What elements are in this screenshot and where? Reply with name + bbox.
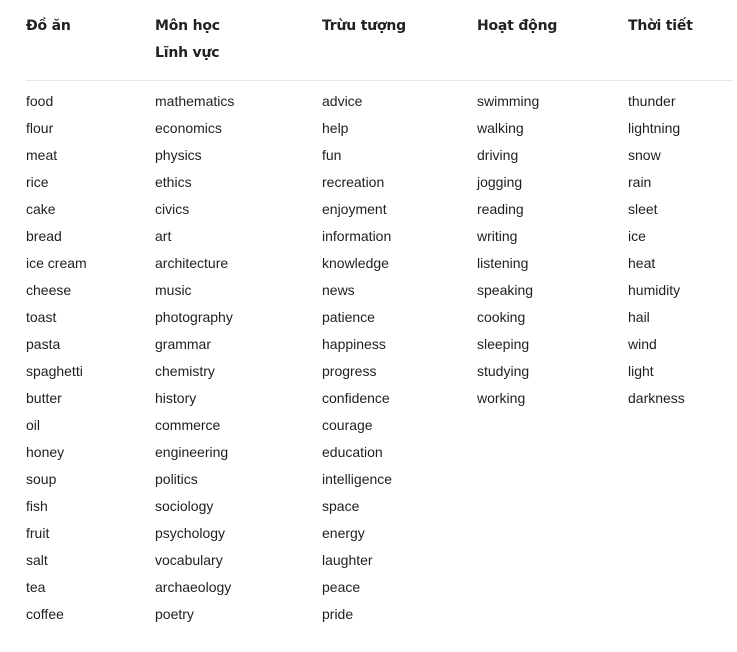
table-cell: economics [155,120,222,136]
table-cell: thunder [628,93,676,109]
table-header-row [26,12,733,81]
table-cell: driving [477,147,519,163]
table-cell: peace [322,579,361,595]
table-cell: food [26,93,54,109]
table-cell: chemistry [155,363,215,379]
table-cell: listening [477,255,529,271]
table-cell: toast [26,309,57,325]
table-cell: civics [155,201,190,217]
column-header-weather [628,12,733,80]
table-cell: help [322,120,349,136]
table-cell: wind [628,336,657,352]
column-header-label: Hoạt động [477,18,558,34]
table-cell: education [322,444,383,460]
column-abstract-list [322,88,477,628]
table-cell: tea [26,579,46,595]
table-cell: coffee [26,606,64,622]
table-cell: swimming [477,93,540,109]
table-cell: confidence [322,390,390,406]
table-cell: sleeping [477,336,530,352]
column-weather-list [628,88,733,628]
column-header-label: Trừu tượng [322,18,406,34]
table-cell: space [322,498,360,514]
table-cell: rain [628,174,652,190]
table-cell: laughter [322,552,373,568]
table-cell: jogging [477,174,523,190]
table-cell: hail [628,309,650,325]
table-cell: happiness [322,336,386,352]
table-cell: snow [628,147,661,163]
table-cell: photography [155,309,233,325]
table-cell: information [322,228,392,244]
table-cell: bread [26,228,62,244]
column-header-activities [477,12,628,80]
table-cell: reading [477,201,524,217]
column-subjects-list [155,88,322,628]
column-header-subjects [155,12,322,80]
table-cell: cooking [477,309,526,325]
table-cell: intelligence [322,471,393,487]
table-cell: commerce [155,417,221,433]
table-cell: heat [628,255,656,271]
table-cell: fish [26,498,48,514]
table-cell: light [628,363,654,379]
table-cell: honey [26,444,65,460]
table-cell: oil [26,417,41,433]
column-food-list [26,88,155,628]
noun-category-table [26,12,733,628]
table-cell: spaghetti [26,363,83,379]
column-header-label: Thời tiết [628,18,693,34]
table-cell: meat [26,147,58,163]
table-cell: cake [26,201,56,217]
column-activities-list [477,88,628,628]
table-cell: poetry [155,606,194,622]
table-cell: cheese [26,282,72,298]
table-cell: politics [155,471,198,487]
column-header-food [26,12,155,80]
table-cell: mathematics [155,93,235,109]
table-cell: ethics [155,174,192,190]
table-cell: architecture [155,255,229,271]
table-cell: grammar [155,336,212,352]
table-cell: rice [26,174,49,190]
table-cell: patience [322,309,375,325]
table-cell: advice [322,93,363,109]
table-cell: recreation [322,174,385,190]
table-cell: art [155,228,172,244]
column-header-label: Môn học [155,18,220,34]
table-cell: archaeology [155,579,232,595]
table-cell: fun [322,147,342,163]
table-cell: salt [26,552,48,568]
table-cell: pasta [26,336,61,352]
table-cell: courage [322,417,373,433]
table-cell: soup [26,471,57,487]
table-cell: writing [477,228,518,244]
table-cell: ice cream [26,255,87,271]
table-cell: pride [322,606,354,622]
table-cell: music [155,282,192,298]
table-cell: news [322,282,355,298]
table-cell: butter [26,390,62,406]
table-cell: walking [477,120,524,136]
table-cell: vocabulary [155,552,223,568]
table-cell: working [477,390,526,406]
table-cell: ice [628,228,646,244]
column-header-label: Đồ ăn [26,18,71,34]
table-cell: speaking [477,282,534,298]
table-cell: humidity [628,282,681,298]
table-body [26,81,733,628]
column-header-label: Lĩnh vực [155,45,220,61]
table-cell: energy [322,525,365,541]
table-cell: history [155,390,197,406]
table-cell: lightning [628,120,681,136]
column-header-abstract [322,12,477,80]
table-cell: enjoyment [322,201,387,217]
table-cell: physics [155,147,202,163]
table-cell: knowledge [322,255,389,271]
table-cell: progress [322,363,377,379]
table-cell: darkness [628,390,685,406]
table-cell: studying [477,363,530,379]
table-cell: fruit [26,525,50,541]
table-cell: sociology [155,498,214,514]
table-cell: engineering [155,444,229,460]
table-cell: sleet [628,201,658,217]
table-cell: psychology [155,525,226,541]
table-cell: flour [26,120,54,136]
